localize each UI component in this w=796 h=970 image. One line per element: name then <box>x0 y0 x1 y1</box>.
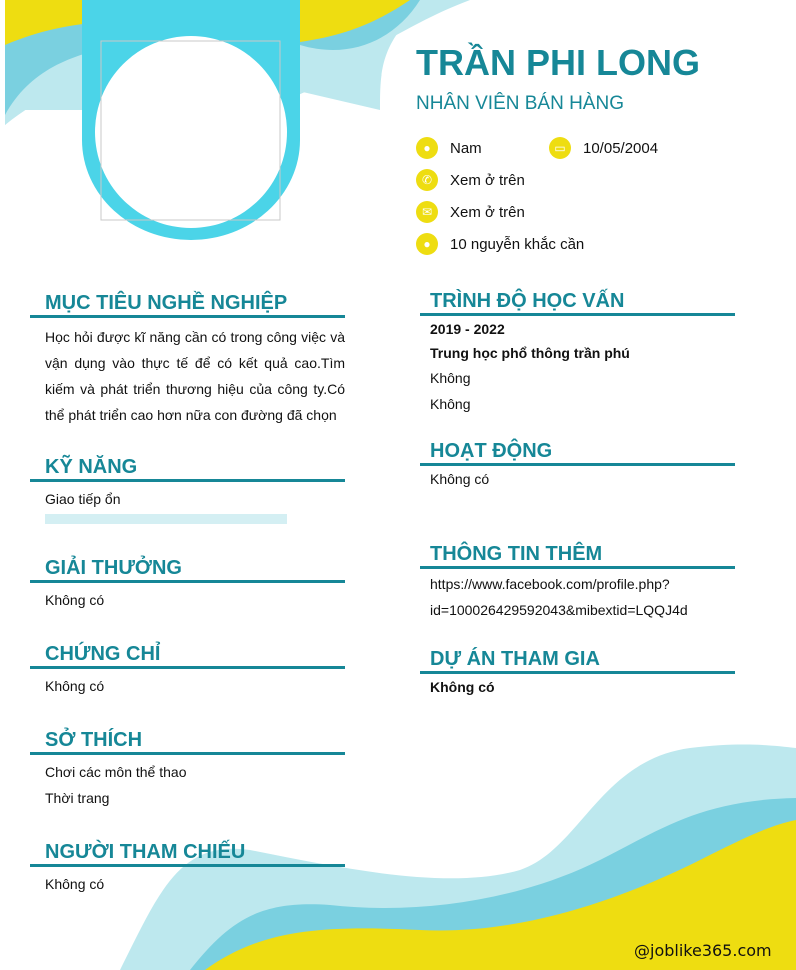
phone-icon: ✆ <box>416 169 438 191</box>
info-gender <box>416 137 482 159</box>
section-title: HOẠT ĐỘNG <box>420 438 735 466</box>
awards-text: Không có <box>45 592 105 608</box>
section-activities <box>420 438 735 492</box>
job-title: NHÂN VIÊN BÁN HÀNG <box>416 93 624 114</box>
birthday-value: 10/05/2004 <box>583 139 659 157</box>
section-projects <box>420 646 735 700</box>
section-title: SỞ THÍCH <box>30 727 345 755</box>
education-period: 2019 - 2022 <box>430 321 505 337</box>
info-birthday <box>549 137 658 159</box>
calendar-icon: ▭ <box>549 137 571 159</box>
education-line: Không <box>430 370 471 386</box>
section-title: TRÌNH ĐỘ HỌC VẤN <box>420 288 735 316</box>
info-email <box>416 201 525 223</box>
email-value: Xem ở trên <box>450 203 525 221</box>
section-certificates <box>30 641 345 699</box>
avatar-circle <box>95 36 287 228</box>
section-title: DỰ ÁN THAM GIA <box>420 646 735 674</box>
phone-value: Xem ở trên <box>450 171 525 189</box>
skill-level-bar <box>45 514 287 524</box>
footer-brand: @joblike365.com <box>634 941 772 960</box>
candidate-name: TRẦN PHI LONG <box>416 42 700 83</box>
projects-text: Không có <box>430 679 495 695</box>
info-phone <box>416 169 525 191</box>
section-title: THÔNG TIN THÊM <box>420 541 735 569</box>
location-pin-icon: ● <box>416 233 438 255</box>
section-hobbies <box>30 727 345 811</box>
info-address <box>416 233 584 255</box>
mail-icon: ✉ <box>416 201 438 223</box>
user-icon: ● <box>416 137 438 159</box>
objective-text: Học hỏi được kĩ năng cần có trong công việc và vận dụng vào thực tế để có kết quả cao.Tìm kiếm và phát triển thương hiệu của công ty.Có thể phát triển cao hơn nữa con đường đã chọn <box>45 329 345 423</box>
section-objective <box>30 290 345 428</box>
activities-text: Không có <box>430 471 490 487</box>
education-school: Trung học phổ thông trần phú <box>430 345 630 361</box>
certificates-text: Không có <box>45 678 105 694</box>
section-title: KỸ NĂNG <box>30 454 345 482</box>
hobby-item: Thời trang <box>45 790 110 806</box>
address-value: 10 nguyễn khắc cần <box>450 235 585 253</box>
section-extra-info <box>420 541 735 623</box>
references-text: Không có <box>45 876 105 892</box>
section-title: CHỨNG CHỈ <box>30 641 345 669</box>
gender-value: Nam <box>450 139 482 157</box>
extra-line: https://www.facebook.com/profile.php? <box>430 576 670 592</box>
section-education <box>420 288 735 417</box>
section-title: NGƯỜI THAM CHIẾU <box>30 839 345 867</box>
section-title: MỤC TIÊU NGHỀ NGHIỆP <box>30 290 345 318</box>
section-skills <box>30 454 345 524</box>
skill-name: Giao tiếp ổn <box>45 491 121 507</box>
section-references <box>30 839 345 897</box>
section-awards <box>30 555 345 613</box>
extra-line: id=100026429592043&mibextid=LQQJ4d <box>430 602 688 618</box>
section-title: GIẢI THƯỞNG <box>30 555 345 583</box>
hobby-item: Chơi các môn thể thao <box>45 764 187 780</box>
education-line: Không <box>430 396 471 412</box>
